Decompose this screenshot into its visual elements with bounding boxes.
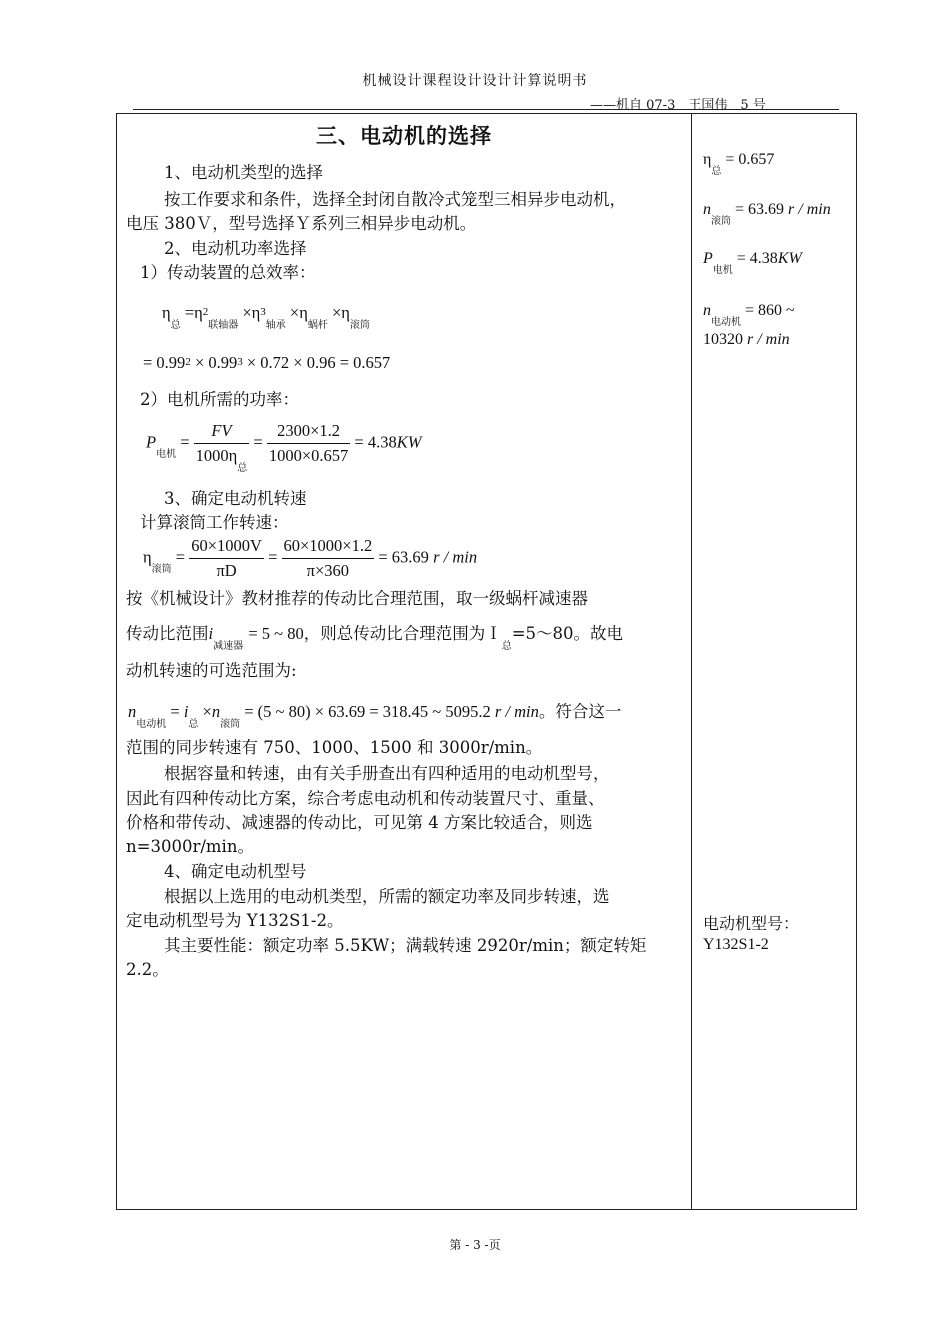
side-efficiency: [703, 151, 775, 177]
para-drum-speed: 计算滚筒工作转速：: [140, 513, 289, 532]
para-capacity-3: 价格和带传动、减速器的传动比，可见第 4 方案比较适合，则选: [126, 813, 593, 832]
range-n2-sub: 滚筒: [220, 719, 241, 730]
range-i-sub: 总: [188, 719, 199, 730]
para-model-1: 根据以上选用的电动机类型，所需的额定功率及同步转速，选: [164, 887, 610, 906]
range-times: ×: [202, 702, 212, 721]
para-sync-speed: 范围的同步转速有 750、1000、1500 和 3000r/min。: [126, 738, 543, 757]
section-title: 三、电动机的选择: [316, 124, 492, 148]
side-p-unit: KW: [777, 250, 802, 267]
column-divider: [691, 113, 692, 1210]
power-eq-1: =: [180, 432, 190, 452]
para-ratio-2: [126, 623, 624, 652]
drum-speed-formula: [143, 536, 477, 581]
drum-fraction-1: [189, 536, 264, 581]
drum-num-2: 60×1000×1.2: [282, 536, 375, 559]
range-n-sub: 电动机: [136, 719, 167, 730]
side-speed-range: [703, 302, 795, 328]
side-p-value: = 4.38: [736, 250, 778, 267]
ratio-post: ，则总传动比合理范围为Ｉ: [303, 624, 502, 643]
ratio-range: = 5 ~ 80: [248, 624, 304, 643]
side-eta-symbol: η: [703, 151, 712, 168]
para-capacity-1: 根据容量和转速，由有关手册查出有四种适用的电动机型号，: [164, 764, 610, 783]
term-bearing: ×η: [242, 303, 261, 322]
side-range-symbol: n: [703, 302, 711, 319]
eta-symbol: η: [162, 303, 171, 322]
heading-efficiency: 1）传动装置的总效率：: [140, 263, 316, 282]
term-bearing-exp: 3: [260, 306, 266, 318]
side-model-value: Y132S1-2: [703, 936, 769, 953]
power-subscript: 电机: [156, 449, 177, 461]
heading-motor-power: 2、电动机功率选择: [164, 239, 307, 258]
para-motor-type-1: 按工作要求和条件，选择全封闭自散冷式笼型三相异步电动机，: [164, 190, 626, 209]
side-n-symbol: n: [703, 201, 711, 218]
range-i: i: [183, 702, 189, 721]
side-power: [703, 250, 802, 276]
side-eta-sub: 总: [711, 166, 722, 177]
side-p-symbol: P: [703, 250, 713, 267]
para-ratio-3: 动机转速的可选范围为:: [126, 661, 297, 680]
side-range-value-2: 10320: [703, 331, 743, 348]
power-fraction-2: [267, 421, 350, 466]
header-rule: [133, 109, 839, 110]
heading-motor-type: 1、电动机类型的选择: [164, 163, 323, 182]
power-den-1-sub: 总: [237, 463, 248, 474]
side-eta-value: = 0.657: [725, 151, 775, 168]
drum-eta-symbol: η: [143, 547, 152, 567]
efficiency-formula: [162, 303, 370, 331]
term-drum-sub: 滚筒: [349, 320, 370, 331]
power-den-1-text: 1000η: [195, 446, 238, 465]
term-coupling-sub: 联轴器: [208, 320, 239, 331]
power-unit: KW: [396, 432, 422, 452]
para-performance-1: 其主要性能：额定功率 5.5KW；满载转速 2920r/min；额定转矩: [164, 936, 647, 955]
range-unit: r / min: [494, 702, 539, 721]
power-result: = 4.38: [354, 432, 397, 452]
term-drum: ×η: [331, 303, 350, 322]
term-coupling: =η: [184, 303, 203, 322]
drum-eq-1: =: [175, 547, 186, 567]
eff-factor-b: × 0.99: [194, 353, 238, 372]
drum-fraction-2: [282, 536, 375, 581]
drum-eta-subscript: 滚筒: [151, 564, 172, 576]
ratio-end: =5～80。故电: [511, 624, 624, 643]
power-den-1: [194, 444, 250, 474]
power-num-2: 2300×1.2: [267, 421, 350, 444]
side-n-value: = 63.69: [735, 201, 785, 218]
ratio-total-sub: 总: [501, 641, 512, 652]
ratio-i-sub: 减速器: [213, 641, 244, 652]
eff-factor-c: × 0.72 × 0.96 = 0.657: [246, 353, 391, 372]
heading-motor-speed: 3、确定电动机转速: [164, 489, 307, 508]
side-n-sub: 滚筒: [711, 216, 731, 227]
term-coupling-exp: 2: [202, 306, 209, 318]
eta-subscript: 总: [170, 320, 181, 331]
side-range-sub: 电动机: [711, 317, 741, 328]
drum-unit: r / min: [433, 547, 478, 567]
drum-num-1: 60×1000V: [189, 536, 264, 559]
efficiency-value: [143, 353, 390, 373]
speed-range-formula: [128, 698, 622, 730]
para-capacity-4: n=3000r/min。: [126, 837, 254, 856]
eff-factor-a: = 0.99: [143, 353, 186, 372]
author-line: ——机自 07-3 王国伟 5 号: [590, 98, 766, 113]
term-worm-sub: 蜗杆: [307, 320, 328, 331]
side-drum-speed: [703, 201, 831, 227]
power-den-2: 1000×0.657: [268, 446, 349, 465]
eff-factor-b-exp: 3: [237, 356, 243, 368]
power-fraction-1: [194, 421, 250, 474]
ratio-prefix: 传动比范围: [126, 624, 209, 643]
power-eq-2: =: [253, 432, 263, 452]
side-model-label: 电动机型号：: [703, 914, 800, 933]
drum-result: = 63.69: [378, 547, 429, 567]
para-performance-2: 2.2。: [126, 960, 169, 979]
side-range-unit: r / min: [747, 331, 790, 348]
range-tail: 。符合这一: [538, 702, 622, 721]
range-expression: = (5 ~ 80) × 63.69 = 318.45 ~ 5095.2: [244, 702, 491, 721]
term-bearing-sub: 轴承: [265, 320, 286, 331]
power-formula: [146, 421, 422, 474]
range-n: n: [128, 702, 137, 721]
para-model-2: 定电动机型号为 Y132S1-2。: [126, 911, 344, 930]
ratio-i: i: [208, 624, 214, 643]
side-n-unit: r / min: [788, 201, 831, 218]
drum-eq-2: =: [268, 547, 278, 567]
document-title: 机械设计课程设计设计计算说明书: [362, 73, 588, 89]
term-worm: ×η: [289, 303, 308, 322]
power-num-1: FV: [194, 421, 250, 444]
eff-factor-a-exp: 2: [185, 356, 191, 368]
para-ratio-1: 按《机械设计》教材推荐的传动比合理范围，取一级蜗杆减速器: [126, 589, 588, 608]
heading-required-power: 2）电机所需的功率：: [140, 390, 299, 409]
drum-den-1: πD: [216, 561, 237, 580]
side-speed-range-2: [703, 331, 790, 349]
page-number: 第 - 3 -页: [449, 1238, 501, 1252]
power-symbol: P: [146, 432, 157, 452]
para-capacity-2: 因此有四种传动比方案，综合考虑电动机和传动装置尺寸、重量、: [126, 789, 605, 808]
drum-den-2: π×360: [306, 561, 350, 580]
heading-motor-model: 4、确定电动机型号: [164, 862, 307, 881]
para-motor-type-2: 电压 380Ｖ，型号选择Ｙ系列三相异步电动机。: [126, 214, 477, 233]
side-range-value: = 860 ~: [745, 302, 795, 319]
range-n2: n: [211, 702, 221, 721]
side-p-sub: 电机: [712, 265, 733, 276]
range-eq: =: [170, 702, 180, 721]
